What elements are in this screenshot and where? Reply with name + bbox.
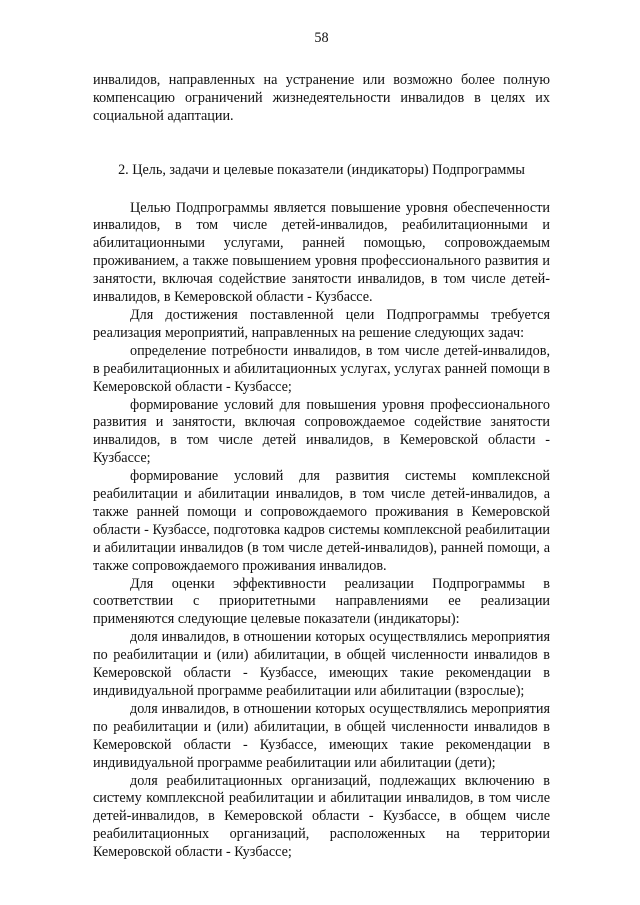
indicator-item-2: доля инвалидов, в отношении которых осуществлялись мероприятия по реабилитации и (или) абилитации, в общей численности инвалидов в Кемеровской области - Кузбассе, имеющих такие рекомендации в индивидуальной программе реабилитации или абилитации (дети); [93, 700, 550, 771]
tasks-intro-paragraph: Для достижения поставленной цели Подпрограммы требуется реализация мероприятий, направленных на решение следующих задач: [93, 306, 550, 341]
indicator-item-3: доля реабилитационных организаций, подлежащих включению в систему комплексной реабилитации и абилитации инвалидов, в том числе детей-инвалидов, в Кемеровской области - Кузбассе, в общем числе реабилитационных организаций, расположенных на территории Кемеровской области - Кузбассе; [93, 772, 550, 861]
task-item-3: формирование условий для развития системы комплексной реабилитации и абилитации инвалидов, в том числе детей-инвалидов, а также ранней помощи и сопровождаемого проживания в Кемеровской области - Кузбассе, подготовка кадров системы комплексной реабилитации и абилитации инвалидов (в том числе детей-инвалидов), ранней помощи, а также сопровождаемого проживания инвалидов. [93, 468, 550, 574]
indicators-intro-paragraph: Для оценки эффективности реализации Подпрограммы в соответствии с приоритетными направлениями ее реализации применяются следующие целевые показатели (индикаторы): [93, 575, 550, 628]
section-heading: 2. Цель, задачи и целевые показатели (индикаторы) Подпрограммы [118, 161, 525, 178]
intro-paragraph: инвалидов, направленных на устранение или возможно более полную компенсацию ограничений жизнедеятельности инвалидов в целях их социальной адаптации. [93, 71, 550, 124]
indicator-item-1: доля инвалидов, в отношении которых осуществлялись мероприятия по реабилитации и (или) абилитации, в общей численности инвалидов в Кемеровской области - Кузбассе, имеющих такие рекомендации в индивидуальной программе реабилитации или абилитации (взрослые); [93, 629, 550, 699]
task-item-1: определение потребности инвалидов, в том числе детей-инвалидов, в реабилитационных и абилитационных услугах, услугах ранней помощи в Кемеровской области - Кузбассе; [93, 342, 550, 395]
page-number: 58 [314, 30, 329, 46]
document-page [93, 30, 550, 862]
goal-paragraph: Целью Подпрограммы является повышение уровня обеспеченности инвалидов, в том числе детей-инвалидов, реабилитационными и абилитационными услугами, ранней помощью, сопровождаемым проживанием, а также повышением уровня профессионального развития и занятости, включая содействие занятости инвалидов, в том числе детей-инвалидов, в Кемеровской области - Кузбассе. [93, 199, 550, 306]
task-item-2: формирование условий для повышения уровня профессионального развития и занятости, включая сопровождаемое содействие занятости инвалидов, в том числе детей инвалидов, в Кемеровской области - Кузбассе; [93, 396, 550, 467]
